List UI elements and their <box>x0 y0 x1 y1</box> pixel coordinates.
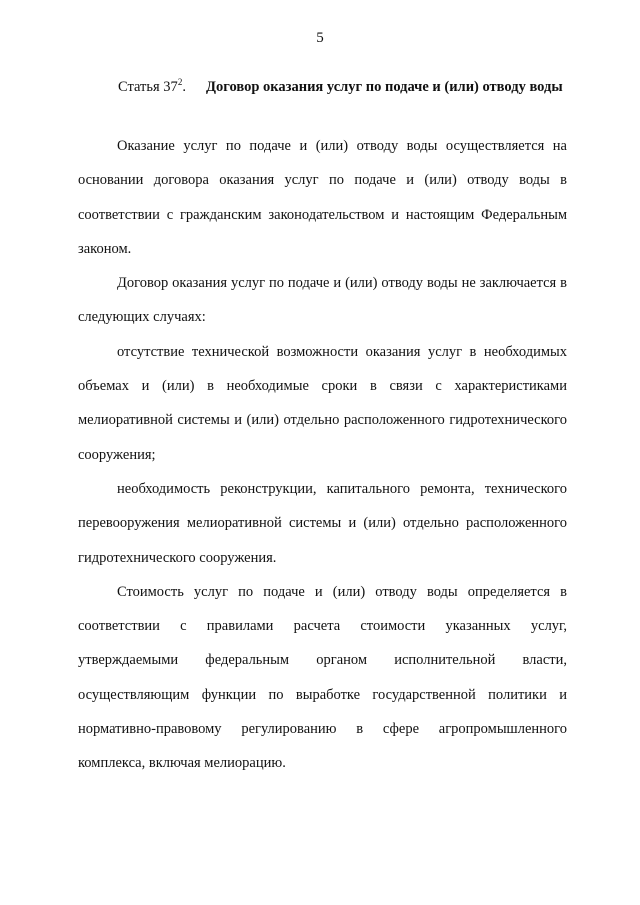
article-title: Договор оказания услуг по подаче и (или) отводу воды <box>206 79 563 95</box>
article-label-superscript: 2 <box>177 77 183 87</box>
article-body <box>78 129 567 781</box>
paragraph-exception-reconstruction: необходимость реконструкции, капитального ремонта, технического перевооружения мелиоративной системы и (или) отдельно расположенного гидротехнического сооружения. <box>78 480 567 566</box>
paragraph-contract-basis: Оказание услуг по подаче и (или) отводу воды осуществляется на основании договора оказания услуг по подаче и (или) отводу воды в соответствии с гражданским законодательством и настоящим Федеральным законом. <box>78 138 567 257</box>
article-label-prefix: Статья 37 <box>118 79 178 95</box>
paragraph-pricing: Стоимость услуг по подаче и (или) отводу воды определяется в соответствии с правилами расчета стоимости указанных услуг, утверждаемыми федеральным органом исполнительной власти, осуществляющим функции по выработке государственной политики и нормативно-правовому регулированию в сфере агропромышленного комплекса, включая мелиорацию. <box>78 583 567 772</box>
paragraph-exceptions-intro: Договор оказания услуг по подаче и (или) отводу воды не заключается в следующих случаях: <box>78 275 567 326</box>
page-number: 5 <box>316 30 324 46</box>
article-label-suffix: . <box>182 79 186 95</box>
paragraph-exception-capacity: отсутствие технической возможности оказания услуг в необходимых объемах и (или) в необходимые сроки в связи с характеристиками мелиоративной системы и (или) отдельно расположенного гидротехнического сооружения; <box>78 343 567 463</box>
article-label <box>118 78 186 96</box>
